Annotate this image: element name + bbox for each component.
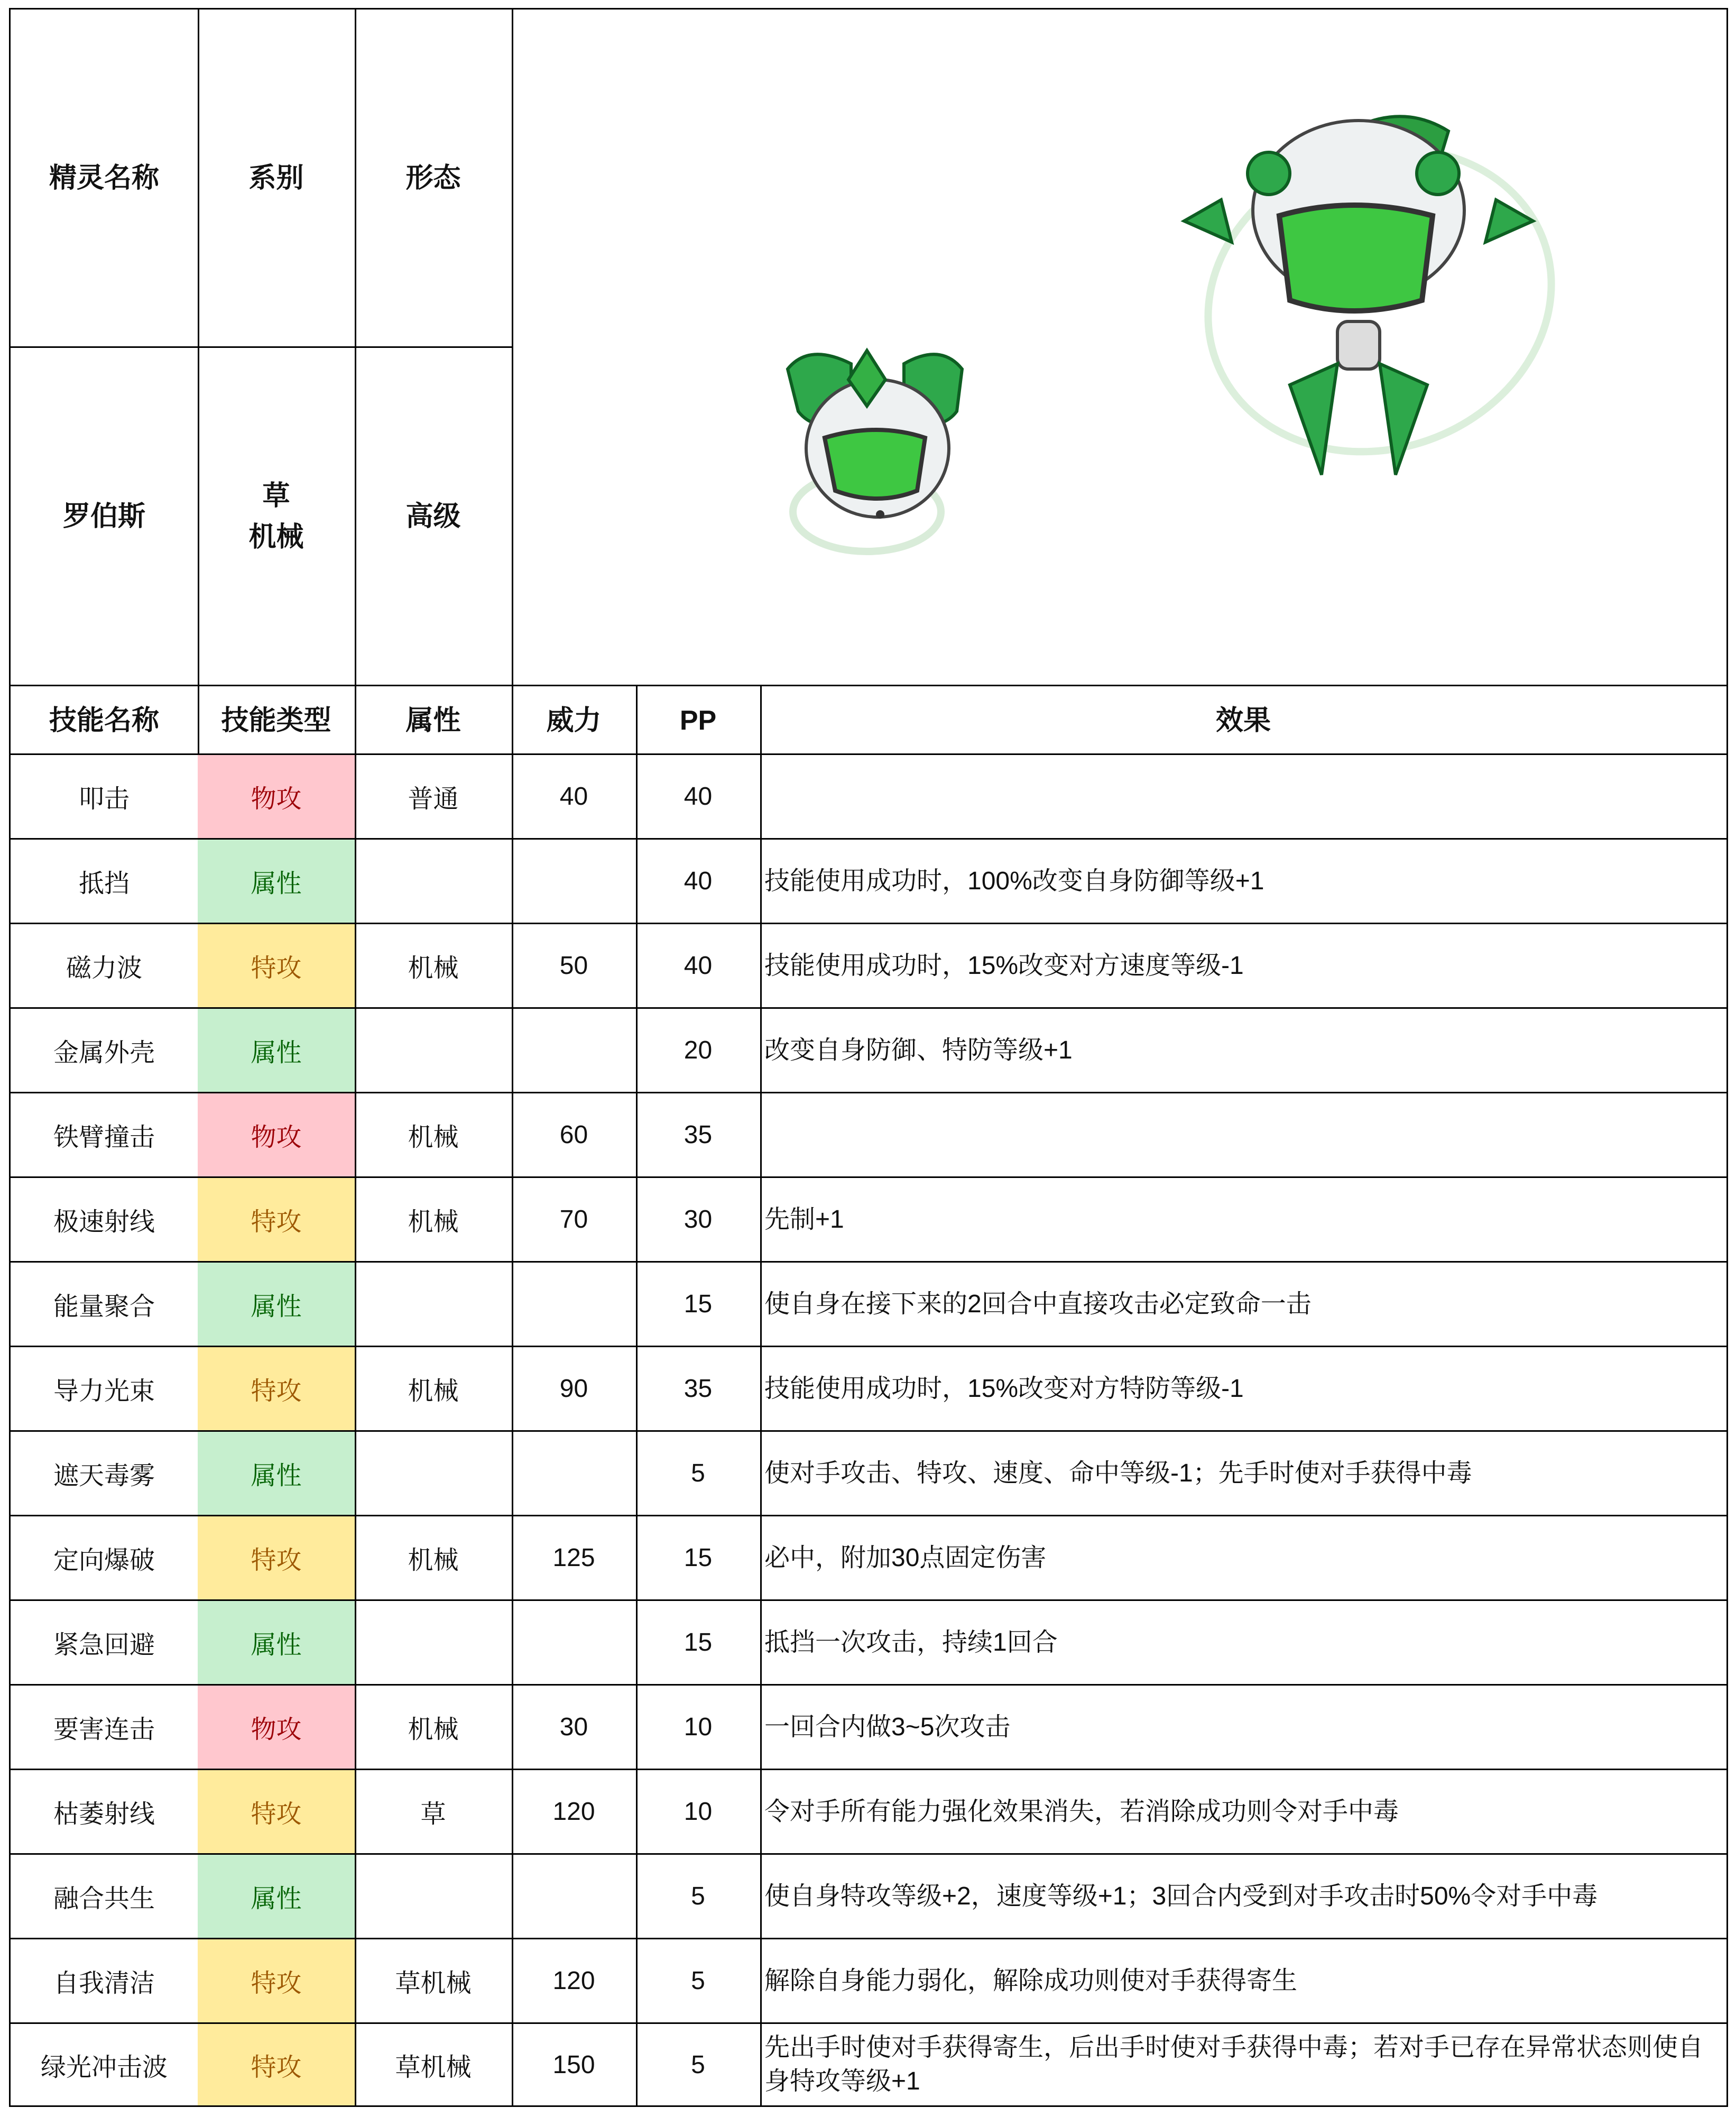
skill-power: 150 xyxy=(512,2022,638,2107)
skill-category: 属性 xyxy=(198,1853,356,1938)
column-header-category: 技能类型 xyxy=(198,685,356,755)
skill-category: 物攻 xyxy=(198,1684,356,1769)
skill-pp: 15 xyxy=(636,1261,762,1346)
skill-element xyxy=(355,1430,513,1515)
skill-category: 属性 xyxy=(198,838,356,923)
skill-effect: 令对手所有能力强化效果消失，若消除成功则令对手中毒 xyxy=(760,1769,1728,1853)
skill-category: 属性 xyxy=(198,1430,356,1515)
skill-effect: 使自身在接下来的2回合中直接攻击必定致命一击 xyxy=(760,1261,1728,1346)
skill-pp: 20 xyxy=(636,1007,762,1092)
skill-pp: 40 xyxy=(636,753,762,838)
skill-element: 普通 xyxy=(355,753,513,838)
skill-pp: 5 xyxy=(636,1853,762,1938)
skill-effect: 一回合内做3~5次攻击 xyxy=(760,1684,1728,1769)
skill-element: 草机械 xyxy=(355,2022,513,2107)
skill-effect: 技能使用成功时，15%改变对方速度等级-1 xyxy=(760,923,1728,1007)
skill-element: 机械 xyxy=(355,1092,513,1176)
column-header-pp: PP xyxy=(636,685,762,755)
skill-name: 极速射线 xyxy=(9,1176,199,1261)
skill-pp: 15 xyxy=(636,1515,762,1599)
skill-pp: 15 xyxy=(636,1599,762,1684)
skill-category: 属性 xyxy=(198,1007,356,1092)
form-value: 高级 xyxy=(355,346,513,685)
skill-pp: 10 xyxy=(636,1684,762,1769)
skill-name: 要害连击 xyxy=(9,1684,199,1769)
skill-effect xyxy=(760,753,1728,838)
spirit-advanced-form-image xyxy=(1165,102,1594,499)
skill-power: 40 xyxy=(512,753,638,838)
skill-element: 草 xyxy=(355,1769,513,1853)
skill-element xyxy=(355,1261,513,1346)
spirit-illustration xyxy=(513,10,1726,685)
skill-pp: 35 xyxy=(636,1092,762,1176)
skill-effect: 解除自身能力弱化，解除成功则使对手获得寄生 xyxy=(760,1938,1728,2022)
skill-element: 机械 xyxy=(355,923,513,1007)
skill-power: 70 xyxy=(512,1176,638,1261)
header-type: 系别 xyxy=(198,8,356,346)
skill-effect: 使自身特攻等级+2，速度等级+1；3回合内受到对手攻击时50%令对手中毒 xyxy=(760,1853,1728,1938)
skill-category: 特攻 xyxy=(198,1938,356,2022)
skill-effect: 先制+1 xyxy=(760,1176,1728,1261)
skill-pp: 5 xyxy=(636,1430,762,1515)
skill-power: 120 xyxy=(512,1938,638,2022)
skill-element: 机械 xyxy=(355,1515,513,1599)
skill-power xyxy=(512,1430,638,1515)
skill-name: 抵挡 xyxy=(9,838,199,923)
type-value-line2: 机械 xyxy=(248,521,304,553)
skill-name: 紧急回避 xyxy=(9,1599,199,1684)
skill-pp: 30 xyxy=(636,1176,762,1261)
skill-element xyxy=(355,838,513,923)
skill-category: 属性 xyxy=(198,1599,356,1684)
skill-power xyxy=(512,1007,638,1092)
spirit-image-cell xyxy=(512,8,1728,685)
skill-power: 125 xyxy=(512,1515,638,1599)
skill-element: 机械 xyxy=(355,1346,513,1430)
skill-power xyxy=(512,838,638,923)
skill-pp: 5 xyxy=(636,1938,762,2022)
skill-element xyxy=(355,1599,513,1684)
skill-power: 60 xyxy=(512,1092,638,1176)
skill-effect: 必中，附加30点固定伤害 xyxy=(760,1515,1728,1599)
type-value xyxy=(198,346,356,685)
skill-pp: 10 xyxy=(636,1769,762,1853)
skill-element: 机械 xyxy=(355,1684,513,1769)
skill-name: 定向爆破 xyxy=(9,1515,199,1599)
header-spirit-name: 精灵名称 xyxy=(9,8,199,346)
skill-name: 自我清洁 xyxy=(9,1938,199,2022)
skill-name: 能量聚合 xyxy=(9,1261,199,1346)
skill-pp: 35 xyxy=(636,1346,762,1430)
spirit-name-value: 罗伯斯 xyxy=(9,346,199,685)
skill-element xyxy=(355,1007,513,1092)
skill-name: 磁力波 xyxy=(9,923,199,1007)
skill-category: 特攻 xyxy=(198,1769,356,1853)
skill-power: 120 xyxy=(512,1769,638,1853)
skill-element xyxy=(355,1853,513,1938)
skill-category: 物攻 xyxy=(198,753,356,838)
skill-name: 铁臂撞击 xyxy=(9,1092,199,1176)
skill-power: 30 xyxy=(512,1684,638,1769)
skill-name: 导力光束 xyxy=(9,1346,199,1430)
skill-power xyxy=(512,1599,638,1684)
skill-effect xyxy=(760,1092,1728,1176)
skill-category: 物攻 xyxy=(198,1092,356,1176)
skill-name: 枯萎射线 xyxy=(9,1769,199,1853)
skill-power: 90 xyxy=(512,1346,638,1430)
skill-power xyxy=(512,1853,638,1938)
skill-name: 金属外壳 xyxy=(9,1007,199,1092)
column-header-effect: 效果 xyxy=(760,685,1728,755)
column-header-name: 技能名称 xyxy=(9,685,199,755)
header-form: 形态 xyxy=(355,8,513,346)
skill-power xyxy=(512,1261,638,1346)
skill-category: 特攻 xyxy=(198,923,356,1007)
skill-pp: 40 xyxy=(636,923,762,1007)
skill-sheet xyxy=(9,8,1728,2111)
skill-category: 特攻 xyxy=(198,1346,356,1430)
skill-element: 草机械 xyxy=(355,1938,513,2022)
skill-effect: 技能使用成功时，100%改变自身防御等级+1 xyxy=(760,838,1728,923)
skill-category: 特攻 xyxy=(198,1515,356,1599)
type-value-line1: 草 xyxy=(262,480,290,511)
skill-name: 遮天毒雾 xyxy=(9,1430,199,1515)
column-header-power: 威力 xyxy=(512,685,638,755)
skill-effect: 改变自身防御、特防等级+1 xyxy=(760,1007,1728,1092)
skill-power: 50 xyxy=(512,923,638,1007)
spirit-small-form-image xyxy=(788,351,962,551)
skill-name: 叩击 xyxy=(9,753,199,838)
skill-effect: 使对手攻击、特攻、速度、命中等级-1；先手时使对手获得中毒 xyxy=(760,1430,1728,1515)
skill-name: 融合共生 xyxy=(9,1853,199,1938)
skill-effect: 先出手时使对手获得寄生，后出手时使对手获得中毒；若对手已存在异常状态则使自身特攻等级+1 xyxy=(760,2022,1728,2107)
skill-category: 特攻 xyxy=(198,1176,356,1261)
column-header-element: 属性 xyxy=(355,685,513,755)
skill-pp: 5 xyxy=(636,2022,762,2107)
skill-category: 属性 xyxy=(198,1261,356,1346)
skill-name: 绿光冲击波 xyxy=(9,2022,199,2107)
skill-element: 机械 xyxy=(355,1176,513,1261)
skill-category: 特攻 xyxy=(198,2022,356,2107)
skill-pp: 40 xyxy=(636,838,762,923)
skill-effect: 技能使用成功时，15%改变对方特防等级-1 xyxy=(760,1346,1728,1430)
skill-effect: 抵挡一次攻击，持续1回合 xyxy=(760,1599,1728,1684)
